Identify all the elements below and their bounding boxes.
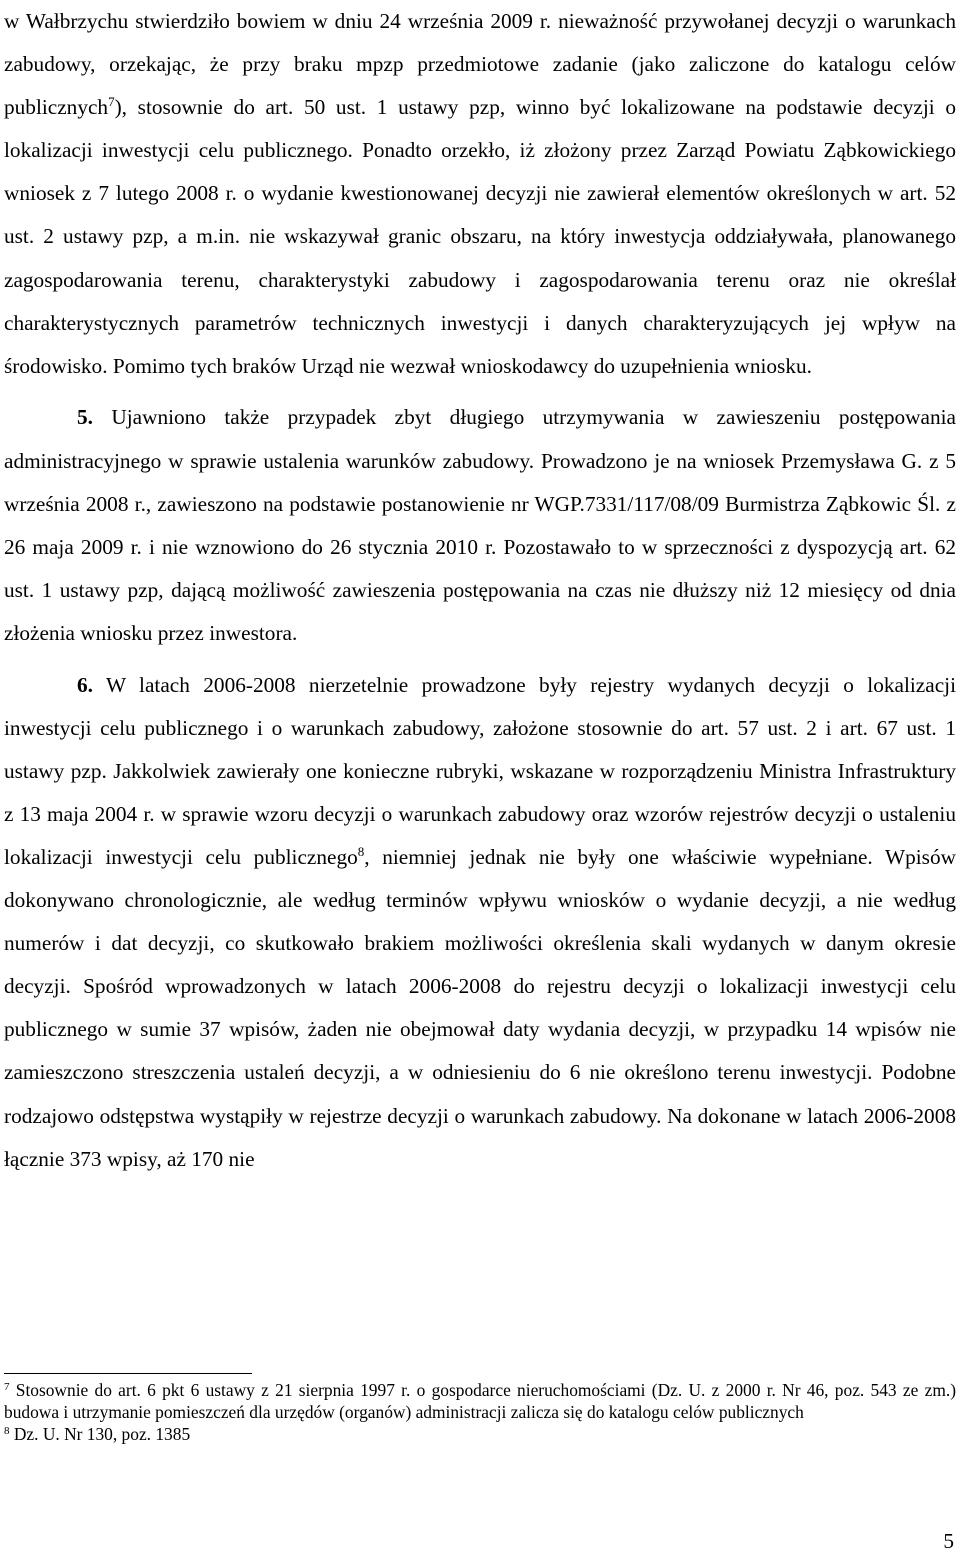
paragraph-text: Ujawniono także przypadek zbyt długiego utrzymywania w zawieszeniu postępowania administracyjnego w sprawie ustalenia warunków zabudowy. Prowadzono je na wniosek Przemysława G. z 5 września 2008 r., zawieszono na podstawie postanowienie nr WGP.7331/117/08/09 Burmistrza Ząbkowic Śl. z 26 maja 2009 r. i nie wznowiono do 26 stycznia 2010 r. Pozostawało to w sprzeczności z dyspozycją art. 62 ust. 1 ustawy pzp, dającą możliwość zawieszenia postępowania na czas nie dłuższy niż 12 miesięcy od dnia złożenia wniosku przez inwestora. (4, 405, 956, 645)
footnotes (4, 1379, 956, 1445)
paragraph-text: ), stosownie do art. 50 ust. 1 ustawy pzp, winno być lokalizowane na podstawie decyzji o lokalizacji inwestycji celu publicznego. Ponadto orzekło, iż złożony przez Zarząd Powiatu Ząbkowickiego wniosek z 7 lutego 2008 r. o wydanie kwestionowanej decyzji nie zawierał elementów określonych w art. 52 ust. 2 ustawy pzp, a m.in. nie wskazywał granic obszaru, na który inwestycja oddziaływała, planowanego zagospodarowania terenu, charakterystyki zabudowy i zagospodarowania terenu oraz nie określał charakterystycznych parametrów technicznych inwestycji i danych charakteryzujących jej wpływ na środowisko. Pomimo tych braków Urząd nie wezwał wnioskodawcy do uzupełnienia wniosku. (4, 95, 956, 378)
footnote-text: Stosownie do art. 6 pkt 6 ustawy z 21 sierpnia 1997 r. o gospodarce nieruchomościami (Dz. U. z 2000 r. Nr 46, poz. 543 ze zm.) budowa i utrzymanie pomieszczeń dla urzędów (organów) administracji zalicza się do katalogu celów publicznych (4, 1380, 956, 1422)
footnote-reference-8[interactable]: 8 (357, 843, 365, 859)
footnote-reference-7[interactable]: 7 (108, 94, 115, 110)
paragraph-continuation (4, 0, 956, 388)
page-number: 5 (943, 1529, 954, 1553)
item-number: 5. (77, 405, 93, 430)
footnote-mark: 8 (4, 1425, 10, 1437)
footnote-text: Dz. U. Nr 130, poz. 1385 (9, 1424, 191, 1444)
paragraph-item-5 (4, 396, 956, 655)
paragraph-item-6 (4, 664, 956, 1181)
paragraph-text: , niemniej jednak nie były one właściwie wypełniane. Wpisów dokonywano chronologicznie, ale według terminów wpływu wniosków o wydanie decyzji, a nie według numerów i dat decyzji, co skutkowało brakiem możliwości określenia skali wydanych w danym okresie decyzji. Spośród wprowadzonych w latach 2006-2008 do rejestru decyzji o lokalizacji inwestycji celu publicznego w sumie 37 wpisów, żaden nie obejmował daty wydania decyzji, w przypadku 14 wpisów nie zamieszczono streszczenia ustaleń decyzji, a w odniesieniu do 6 nie określono terenu inwestycji. Podobne rodzajowo odstępstwa wystąpiły w rejestrze decyzji o warunkach zabudowy. Na dokonane w latach 2006-2008 łącznie 373 wpisy, aż 170 nie (4, 844, 957, 1171)
item-number: 6. (77, 672, 93, 697)
paragraph-text: w Wałbrzychu stwierdziło bowiem w dniu 24 września 2009 r. nieważność przywołanej decyzji o warunkach zabudowy, orzekając, że przy braku mpzp przedmiotowe zadanie (jako zaliczone do katalogu celów publicznych (4, 9, 956, 120)
footnote-7 (4, 1379, 956, 1423)
footnote-8 (4, 1423, 956, 1445)
footnote-mark: 7 (4, 1381, 10, 1393)
page-body (4, 0, 956, 1181)
footnote-separator (4, 1373, 252, 1374)
paragraph-text: W latach 2006-2008 nierzetelnie prowadzone były rejestry wydanych decyzji o lokalizacji inwestycji celu publicznego i o warunkach zabudowy, założone stosownie do art. 57 ust. 2 i art. 67 ust. 1 ustawy pzp. Jakkolwiek zawierały one konieczne rubryki, wskazane w rozporządzeniu Ministra Infrastruktury z 13 maja 2004 r. w sprawie wzoru decyzji o warunkach zabudowy oraz wzorów rejestrów decyzji o ustaleniu lokalizacji inwestycji celu publicznego (4, 672, 956, 869)
